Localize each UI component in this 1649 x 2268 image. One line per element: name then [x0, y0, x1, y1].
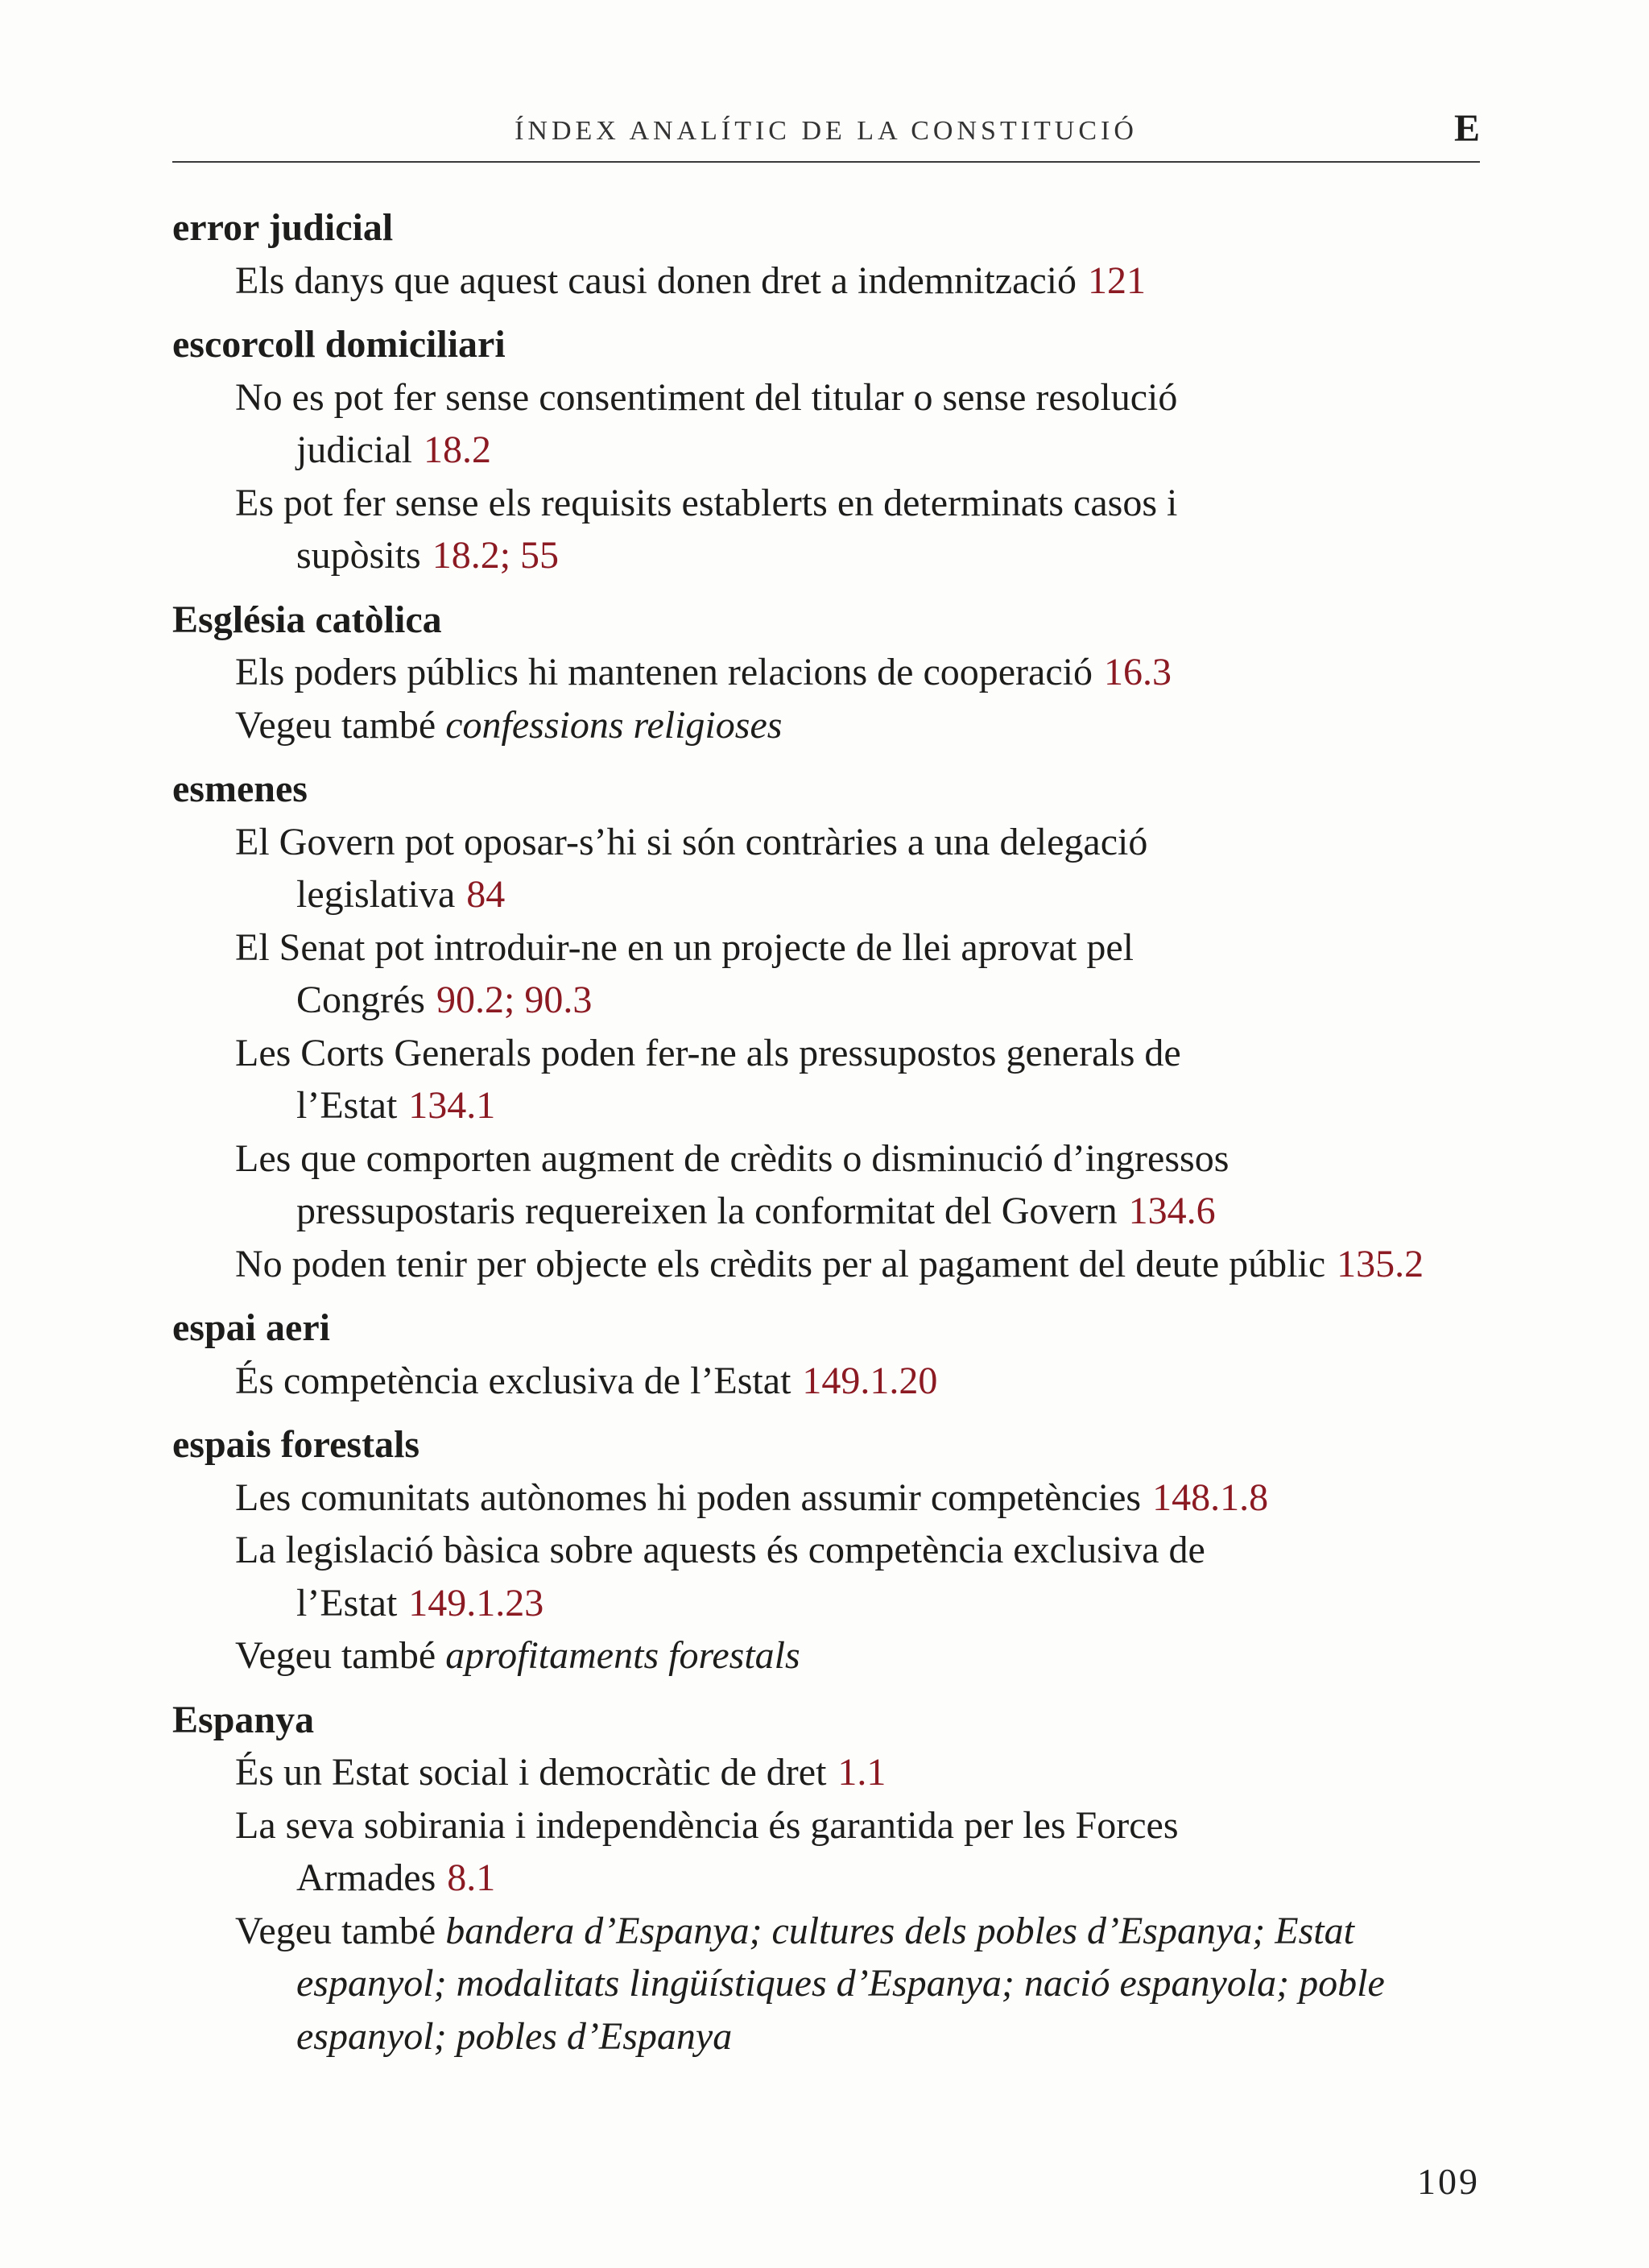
index-subentry — [235, 1355, 1440, 1408]
article-reference[interactable]: 18.2 — [423, 428, 491, 471]
subentry-text: El Govern pot oposar-s’hi si són contràries a una delegació legislativa — [235, 820, 1148, 916]
index-subentry — [235, 921, 1351, 1027]
index-entry — [172, 201, 1480, 307]
see-also-link[interactable]: bandera d’Espanya; cultures dels pobles d’Espanya; Estat espanyol; modalitats lingüístiques d’Espanya; nació espanyola; poble espanyol; pobles d’Espanya — [296, 1909, 1385, 2058]
subentry-text: La legislació bàsica sobre aquests és competència exclusiva de l’Estat — [235, 1529, 1205, 1624]
index-subentry — [235, 1746, 1367, 1799]
subentry-text: És un Estat social i democràtic de dret — [235, 1751, 827, 1794]
subentry-text: La seva sobirania i independència és garantida per les Forces Armades — [235, 1803, 1179, 1899]
header-title: ÍNDEX ANALÍTIC DE LA CONSTITUCIÓ — [515, 116, 1138, 146]
article-reference[interactable]: 134.1 — [408, 1084, 496, 1127]
subentry-text: No es pot fer sense consentiment del titular o sense resolució judicial — [235, 375, 1178, 471]
index-entry — [172, 1418, 1480, 1682]
index-subentry — [235, 1132, 1440, 1238]
index-subentry — [235, 1524, 1343, 1629]
see-also — [235, 1905, 1472, 2063]
index-subentry — [235, 1238, 1440, 1291]
see-also-label: Vegeu també — [235, 1909, 436, 1952]
index-term: Església catòlica — [172, 598, 442, 641]
index-subentry — [235, 255, 1295, 308]
index-subentry — [235, 816, 1351, 921]
subentry-text: El Senat pot introduir-ne en un projecte de llei aprovat pel Congrés — [235, 925, 1134, 1021]
see-also — [235, 1629, 1343, 1682]
index-term: esmenes — [172, 768, 308, 810]
index-entry — [172, 594, 1480, 752]
article-reference[interactable]: 84 — [466, 873, 506, 916]
index-subentry — [235, 646, 1367, 699]
index-entry — [172, 1694, 1480, 2063]
index-entry — [172, 1302, 1480, 1407]
page-number: 109 — [1417, 2161, 1480, 2202]
index-term: escorcoll domiciliari — [172, 323, 506, 366]
index-content — [172, 201, 1480, 2074]
article-reference[interactable]: 8.1 — [447, 1856, 496, 1899]
article-reference[interactable]: 135.2 — [1337, 1242, 1424, 1285]
index-term: espai aeri — [172, 1306, 330, 1349]
index-subentry — [235, 1799, 1367, 1905]
subentry-text: Els danys que aquest causi donen dret a indemnització — [235, 259, 1077, 302]
see-also — [235, 699, 1367, 752]
subentry-text: És competència exclusiva de l’Estat — [235, 1359, 791, 1402]
subentry-text: Es pot fer sense els requisits establerts en determinats casos i supòsits — [235, 481, 1178, 577]
article-reference[interactable]: 121 — [1088, 259, 1147, 302]
section-letter: E — [1453, 107, 1480, 150]
index-term: error judicial — [172, 206, 394, 249]
article-reference[interactable]: 18.2; 55 — [432, 534, 560, 577]
running-header — [172, 103, 1480, 163]
subentry-text: No poden tenir per objecte els crèdits per al pagament del deute públic — [235, 1242, 1326, 1285]
subentry-text: Les que comporten augment de crèdits o disminució d’ingressos pressupostaris requereixen la conformitat del Govern — [235, 1136, 1230, 1232]
subentry-text: Les comunitats autònomes hi poden assumir competències — [235, 1475, 1142, 1519]
index-term: espais forestals — [172, 1423, 420, 1466]
index-subentry — [235, 1471, 1456, 1525]
article-reference[interactable]: 149.1.20 — [802, 1359, 938, 1402]
index-subentry — [235, 477, 1367, 582]
subentry-text: Les Corts Generals poden fer-ne als pressupostos generals de l’Estat — [235, 1031, 1181, 1127]
index-term: Espanya — [172, 1698, 315, 1741]
article-reference[interactable]: 1.1 — [837, 1751, 886, 1794]
article-reference[interactable]: 149.1.23 — [408, 1581, 544, 1624]
see-also-link[interactable]: confessions religioses — [445, 703, 783, 747]
index-subentry — [235, 371, 1367, 477]
article-reference[interactable]: 134.6 — [1128, 1190, 1216, 1232]
subentry-text: Els poders públics hi mantenen relacions de cooperació — [235, 651, 1093, 693]
article-reference[interactable]: 90.2; 90.3 — [436, 979, 593, 1021]
article-reference[interactable]: 148.1.8 — [1152, 1475, 1269, 1519]
article-reference[interactable]: 16.3 — [1103, 651, 1172, 693]
see-also-label: Vegeu també — [235, 1634, 436, 1677]
see-also-label: Vegeu també — [235, 703, 436, 747]
index-subentry — [235, 1027, 1351, 1132]
see-also-link[interactable]: aprofitaments forestals — [445, 1634, 800, 1677]
index-entry — [172, 763, 1480, 1290]
index-entry — [172, 318, 1480, 582]
